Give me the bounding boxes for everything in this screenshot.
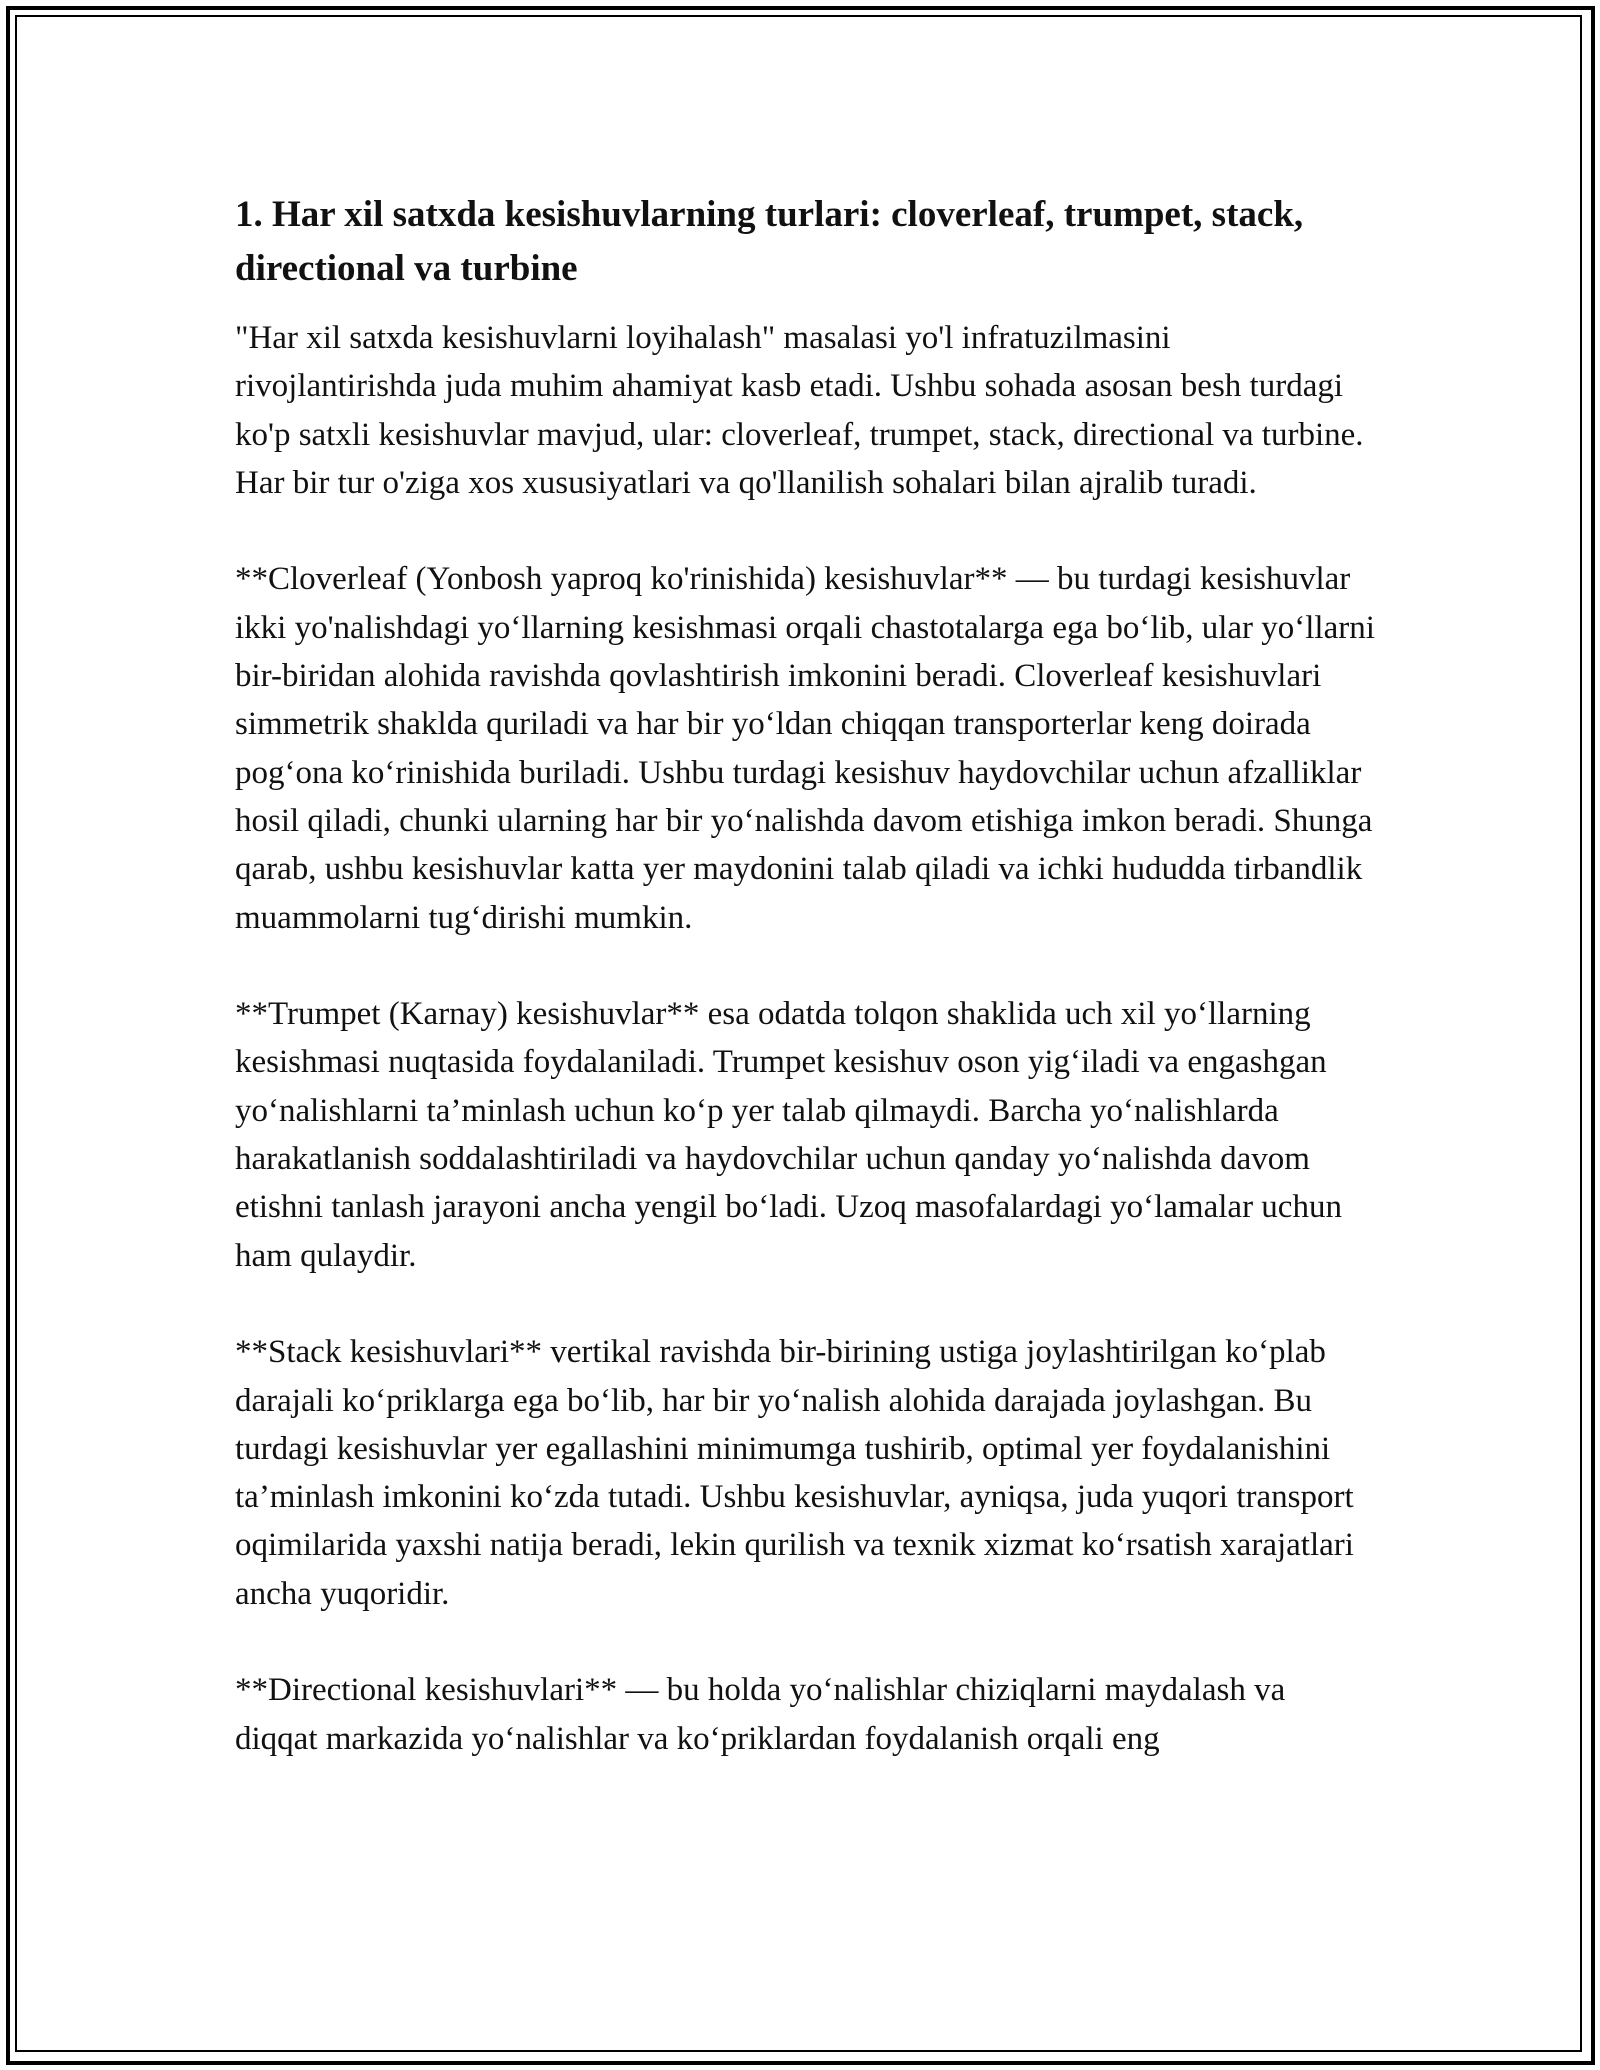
section-heading: 1. Har xil satxda kesishuvlarning turlari: cloverleaf, trumpet, stack, directional va turbine	[235, 194, 1304, 289]
paragraph-intro: "Har xil satxda kesishuvlarni loyihalash" masalasi yo'l infratuzilmasini rivojlantirishda juda muhim ahamiyat kasb etadi. Ushbu sohada asosan besh turdagi ko'p satxli kesishuvlar mavjud, ular: cloverleaf, trumpet, stack, directional va turbine. Har bir tur o'ziga xos xususiyatlari va qo'llanilish sohalari bilan ajralib turadi.	[235, 320, 1364, 501]
paragraph-trumpet: **Trumpet (Karnay) kesishuvlar** esa odatda tolqon shaklida uch xil yo‘llarning kesishmasi nuqtasida foydalaniladi. Trumpet kesishuv oson yig‘iladi va engashgan yo‘nalishlarni ta’minlash uchun ko‘p yer talab qilmaydi. Barcha yo‘nalishlarda harakatlanish soddalashtiriladi va haydovchilar uchun qanday yo‘nalishda davom etishni tanlash jarayoni ancha yengil bo‘ladi. Uzoq masofalardagi yo‘lamalar uchun ham qulaydir.	[235, 996, 1342, 1274]
paragraph-cloverleaf: **Cloverleaf (Yonbosh yaproq ko'rinishida) kesishuvlar** — bu turdagi kesishuvlar ikki yo'nalishdagi yo‘llarning kesishmasi orqali chastotalarga ega bo‘lib, ular yo‘llarni bir-biridan alohida ravishda qovlashtirish imkonini beradi. Cloverleaf kesishuvlari simmetrik shaklda quriladi va har bir yo‘ldan chiqqan transporterlar keng doirada pog‘ona ko‘rinishida buriladi. Ushbu turdagi kesishuv haydovchilar uchun afzalliklar hosil qiladi, chunki ularning har bir yo‘nalishda davom etishiga imkon beradi. Shunga qarab, ushbu kesishuvlar katta yer maydonini talab qiladi va ichki hududda tirbandlik muammolarni tug‘dirishi mumkin.	[235, 561, 1375, 936]
paragraph-stack: **Stack kesishuvlari** vertikal ravishda bir-birining ustiga joylashtirilgan ko‘plab darajali ko‘priklarga ega bo‘lib, har bir yo‘nalish alohida darajada joylashgan. Bu turdagi kesishuvlar yer egallashini minimumga tushirib, optimal yer foydalanishini ta’minlash imkonini ko‘zda tutadi. Ushbu kesishuvlar, ayniqsa, juda yuqori transport oqimilarida yaxshi natija beradi, lekin qurilish va texnik xizmat ko‘rsatish xarajatlari ancha yuqoridir.	[235, 1334, 1354, 1612]
document-body	[235, 188, 1375, 1811]
paragraph-directional: **Directional kesishuvlari** — bu holda yo‘nalishlar chiziqlarni maydalash va diqqat markazida yo‘nalishlar va ko‘priklardan foydalanish orqali eng	[235, 1672, 1286, 1757]
